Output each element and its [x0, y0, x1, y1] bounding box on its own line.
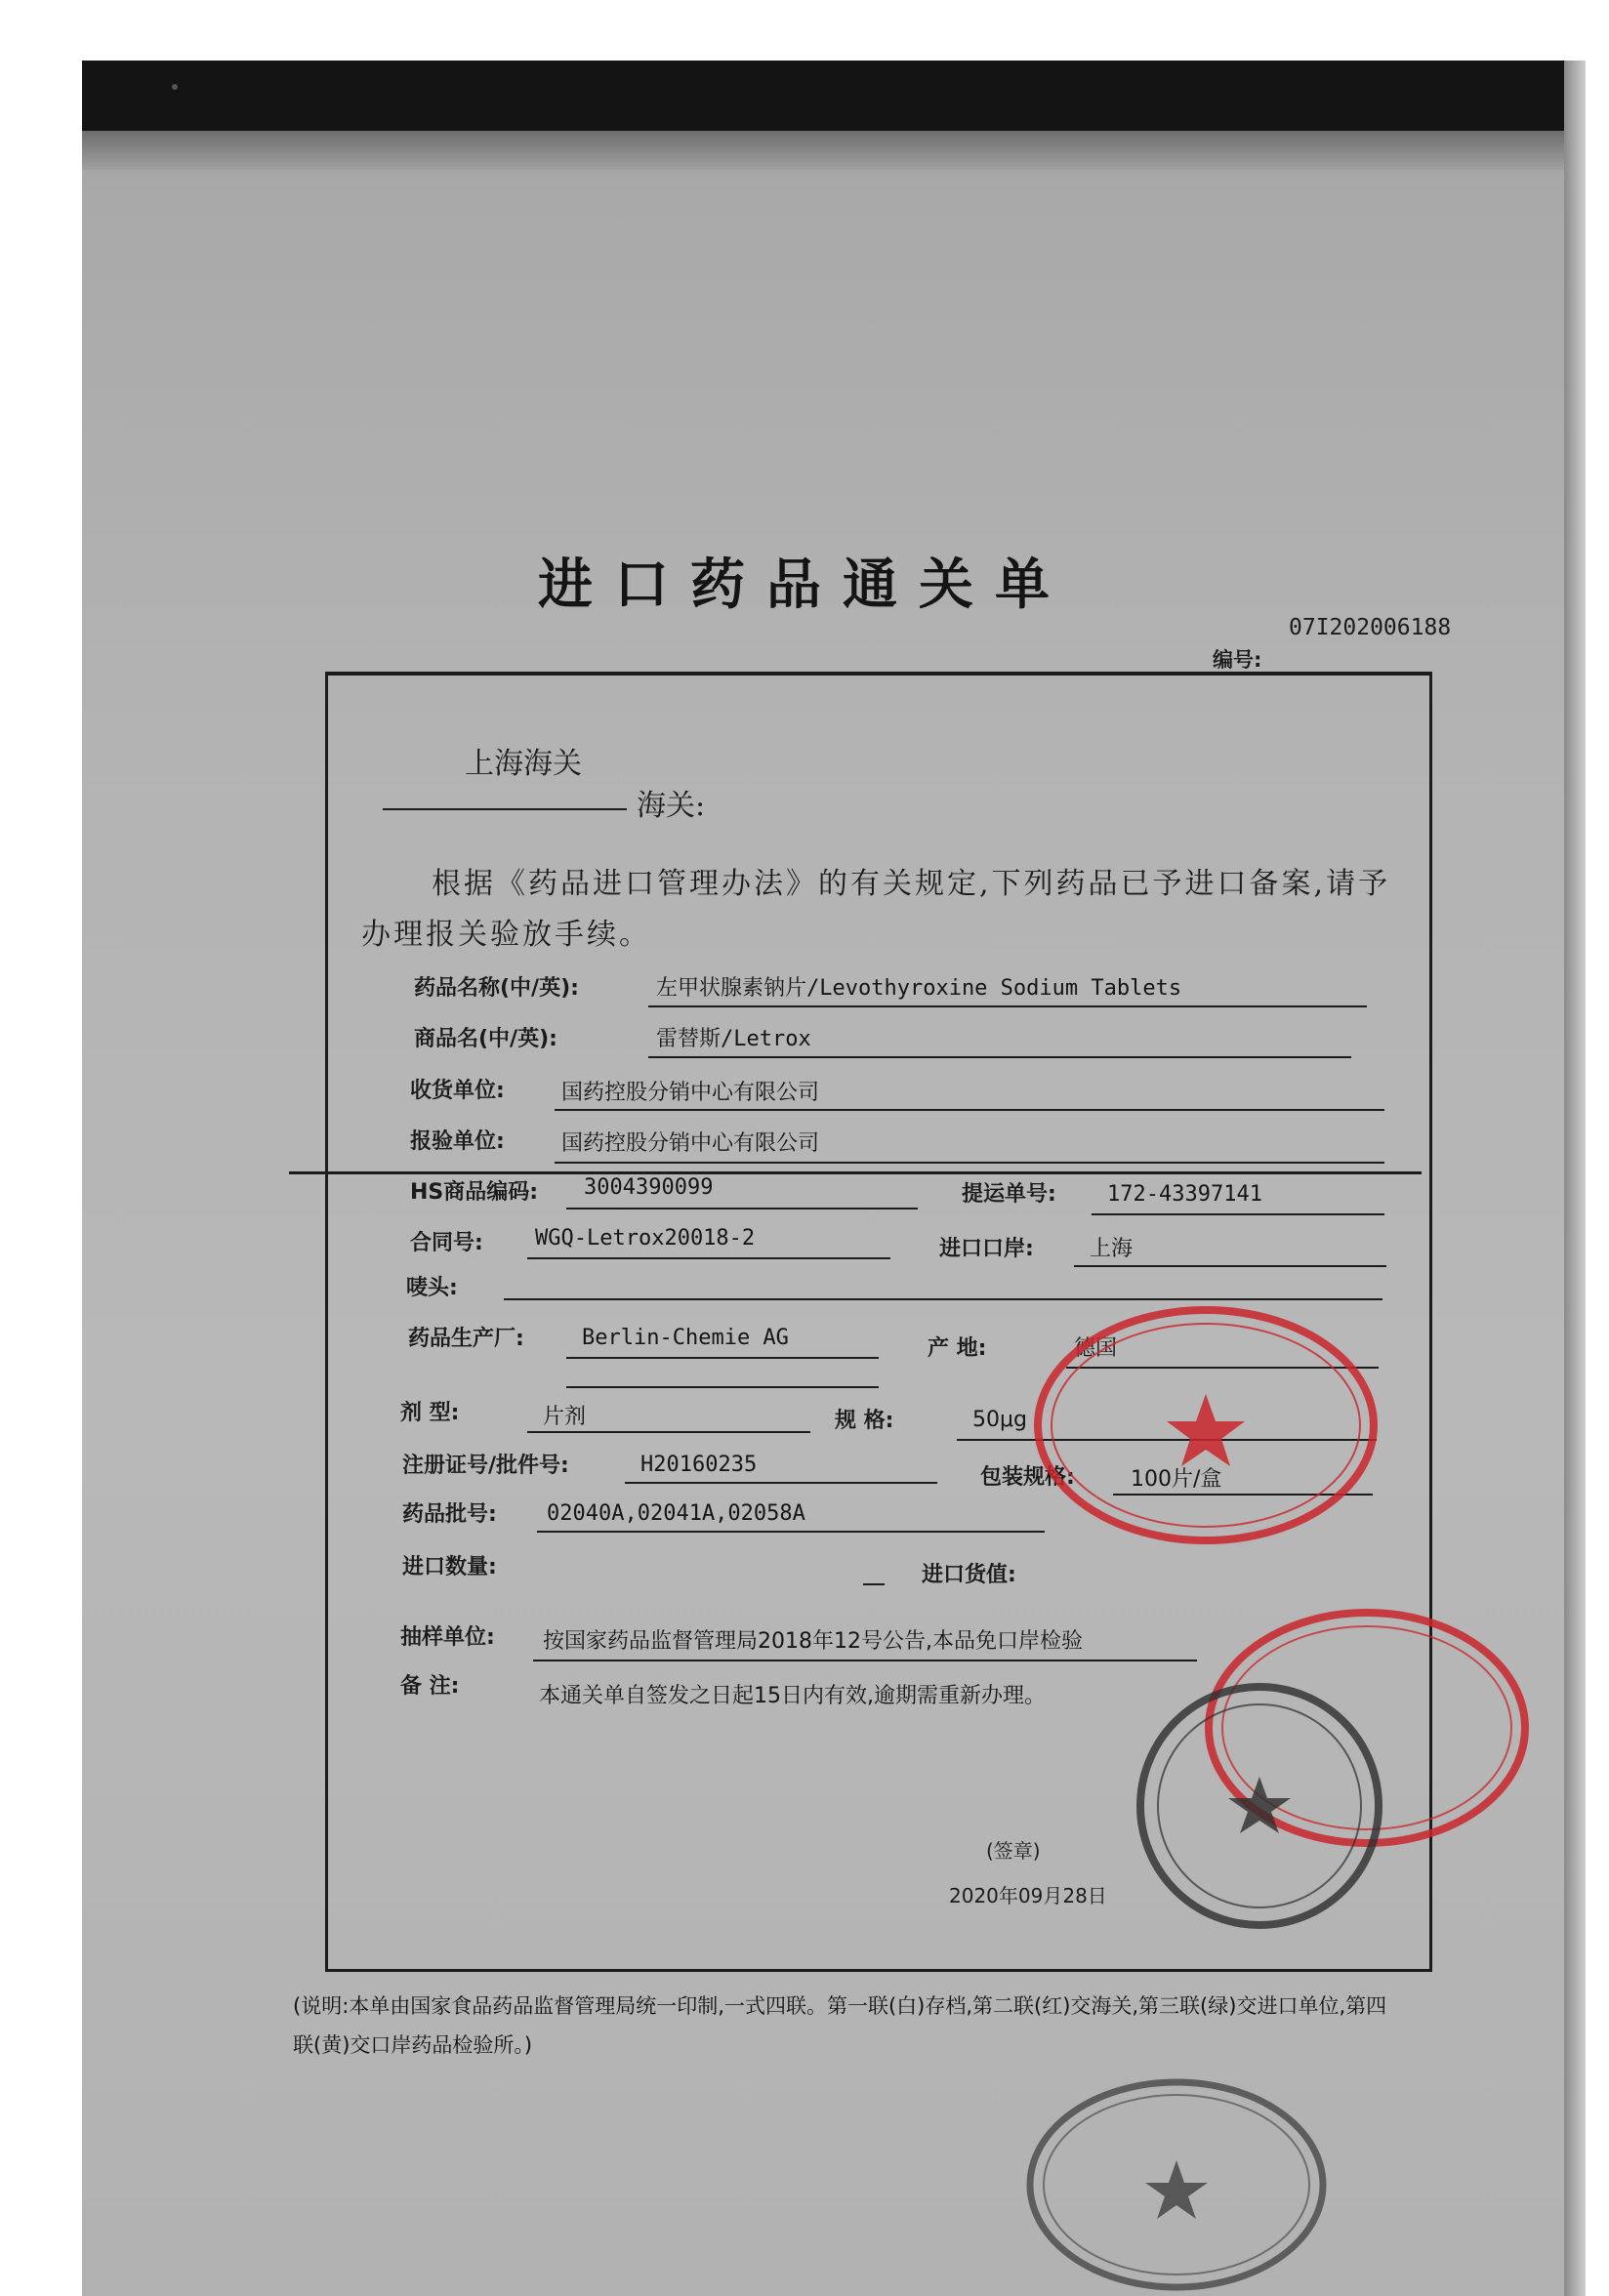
sampling-underline [533, 1660, 1197, 1661]
hs-code-underline [566, 1208, 918, 1210]
import-port-label: 进口口岸: [939, 1237, 1034, 1261]
issue-date: 2020年09月28日 [949, 1884, 1107, 1907]
strength-label: 规 格: [835, 1409, 894, 1433]
dosage-form-label: 剂 型: [400, 1401, 460, 1425]
dosage-form-value: 片剂 [543, 1405, 587, 1429]
batch-no-label: 药品批号: [402, 1502, 497, 1527]
quantity-underline [863, 1583, 885, 1585]
customs-suffix: 海关: [637, 789, 706, 823]
dosage-form-underline [527, 1431, 810, 1433]
package-label: 包装规格: [980, 1465, 1075, 1490]
trade-name-underline [648, 1056, 1351, 1058]
serial-label: 编号: [1213, 648, 1262, 672]
company-seal-red-1 [1030, 1298, 1382, 1552]
serial-number: 07I202006188 [1289, 615, 1452, 640]
scan-top-shadow [82, 61, 1586, 131]
consignee-value: 国药控股分销中心有限公司 [561, 1081, 820, 1105]
manufacturer-underline [566, 1357, 879, 1359]
bill-of-lading-label: 提运单号: [962, 1182, 1056, 1207]
manufacturer-label: 药品生产厂: [408, 1327, 524, 1351]
sampling-label: 抽样单位: [400, 1625, 495, 1650]
contract-no-underline [527, 1257, 890, 1259]
contract-no-label: 合同号: [410, 1231, 483, 1255]
manufacturer-underline-2 [566, 1386, 879, 1388]
sampling-value: 按国家药品监督管理局2018年12号公告,本品免口岸检验 [543, 1629, 1083, 1654]
batch-no-underline [537, 1531, 1045, 1533]
customs-underline [383, 808, 627, 810]
shipping-mark-label: 唛头: [406, 1276, 458, 1300]
intro-paragraph: 根据《药品进口管理办法》的有关规定,下列药品已予进口备案,请予办理报关验放手续。 [361, 867, 1391, 952]
registration-value: H20160235 [640, 1453, 758, 1477]
registration-label: 注册证号/批件号: [402, 1454, 569, 1478]
contract-no-value: WGQ-Letrox20018-2 [535, 1226, 756, 1250]
import-port-underline [1074, 1265, 1386, 1267]
value-label: 进口货值: [922, 1563, 1016, 1587]
quantity-label: 进口数量: [402, 1555, 497, 1579]
declarant-underline [555, 1162, 1384, 1164]
manufacturer-value: Berlin-Chemie AG [582, 1326, 789, 1350]
hs-code-value: 3004390099 [584, 1175, 714, 1200]
trade-name-value: 雷替斯/Letrox [656, 1027, 811, 1051]
document-title: 进口药品通关单 [538, 553, 1071, 617]
registration-underline [625, 1482, 937, 1484]
origin-value: 德国 [1074, 1336, 1118, 1361]
customs-name: 上海海关 [465, 747, 582, 781]
remarks-label: 备 注: [400, 1674, 460, 1699]
strength-value: 50μg [972, 1408, 1027, 1432]
origin-label: 产 地: [928, 1336, 987, 1361]
declarant-value: 国药控股分销中心有限公司 [561, 1131, 820, 1156]
trade-name-label: 商品名(中/英): [414, 1027, 557, 1051]
scan-top-gradient [82, 131, 1586, 170]
authority-seal-gray [1133, 1679, 1386, 1933]
drug-name-underline [648, 1005, 1367, 1007]
frame-bottom-rule [289, 1171, 1422, 1174]
scan-speck [172, 84, 178, 90]
remarks-value: 本通关单自签发之日起15日内有效,逾期需重新办理。 [539, 1684, 1046, 1708]
import-port-value: 上海 [1090, 1237, 1134, 1261]
consignee-label: 收货单位: [410, 1079, 505, 1103]
batch-no-value: 02040A,02041A,02058A [547, 1501, 805, 1526]
scan-right-edge [1564, 61, 1586, 2296]
bill-of-lading-value: 172-43397141 [1107, 1182, 1262, 1207]
quality-report-seal-gray [1025, 2068, 1328, 2292]
drug-name-value: 左甲状腺素钠片/Levothyroxine Sodium Tablets [656, 976, 1182, 1001]
bill-of-lading-underline [1092, 1213, 1384, 1215]
footnote: (说明:本单由国家食品药品监督管理局统一印制,一式四联。第一联(白)存档,第二联(红)交海关,第三联(绿)交进口单位,第四联(黄)交口岸药品检验所。) [293, 1994, 1387, 2057]
drug-name-label: 药品名称(中/英): [414, 976, 579, 1001]
consignee-underline [555, 1109, 1384, 1111]
seal-label: (签章) [986, 1839, 1041, 1863]
package-value: 100片/盒 [1131, 1467, 1222, 1492]
declarant-label: 报验单位: [410, 1129, 505, 1154]
hs-code-label: HS商品编码: [410, 1180, 539, 1205]
